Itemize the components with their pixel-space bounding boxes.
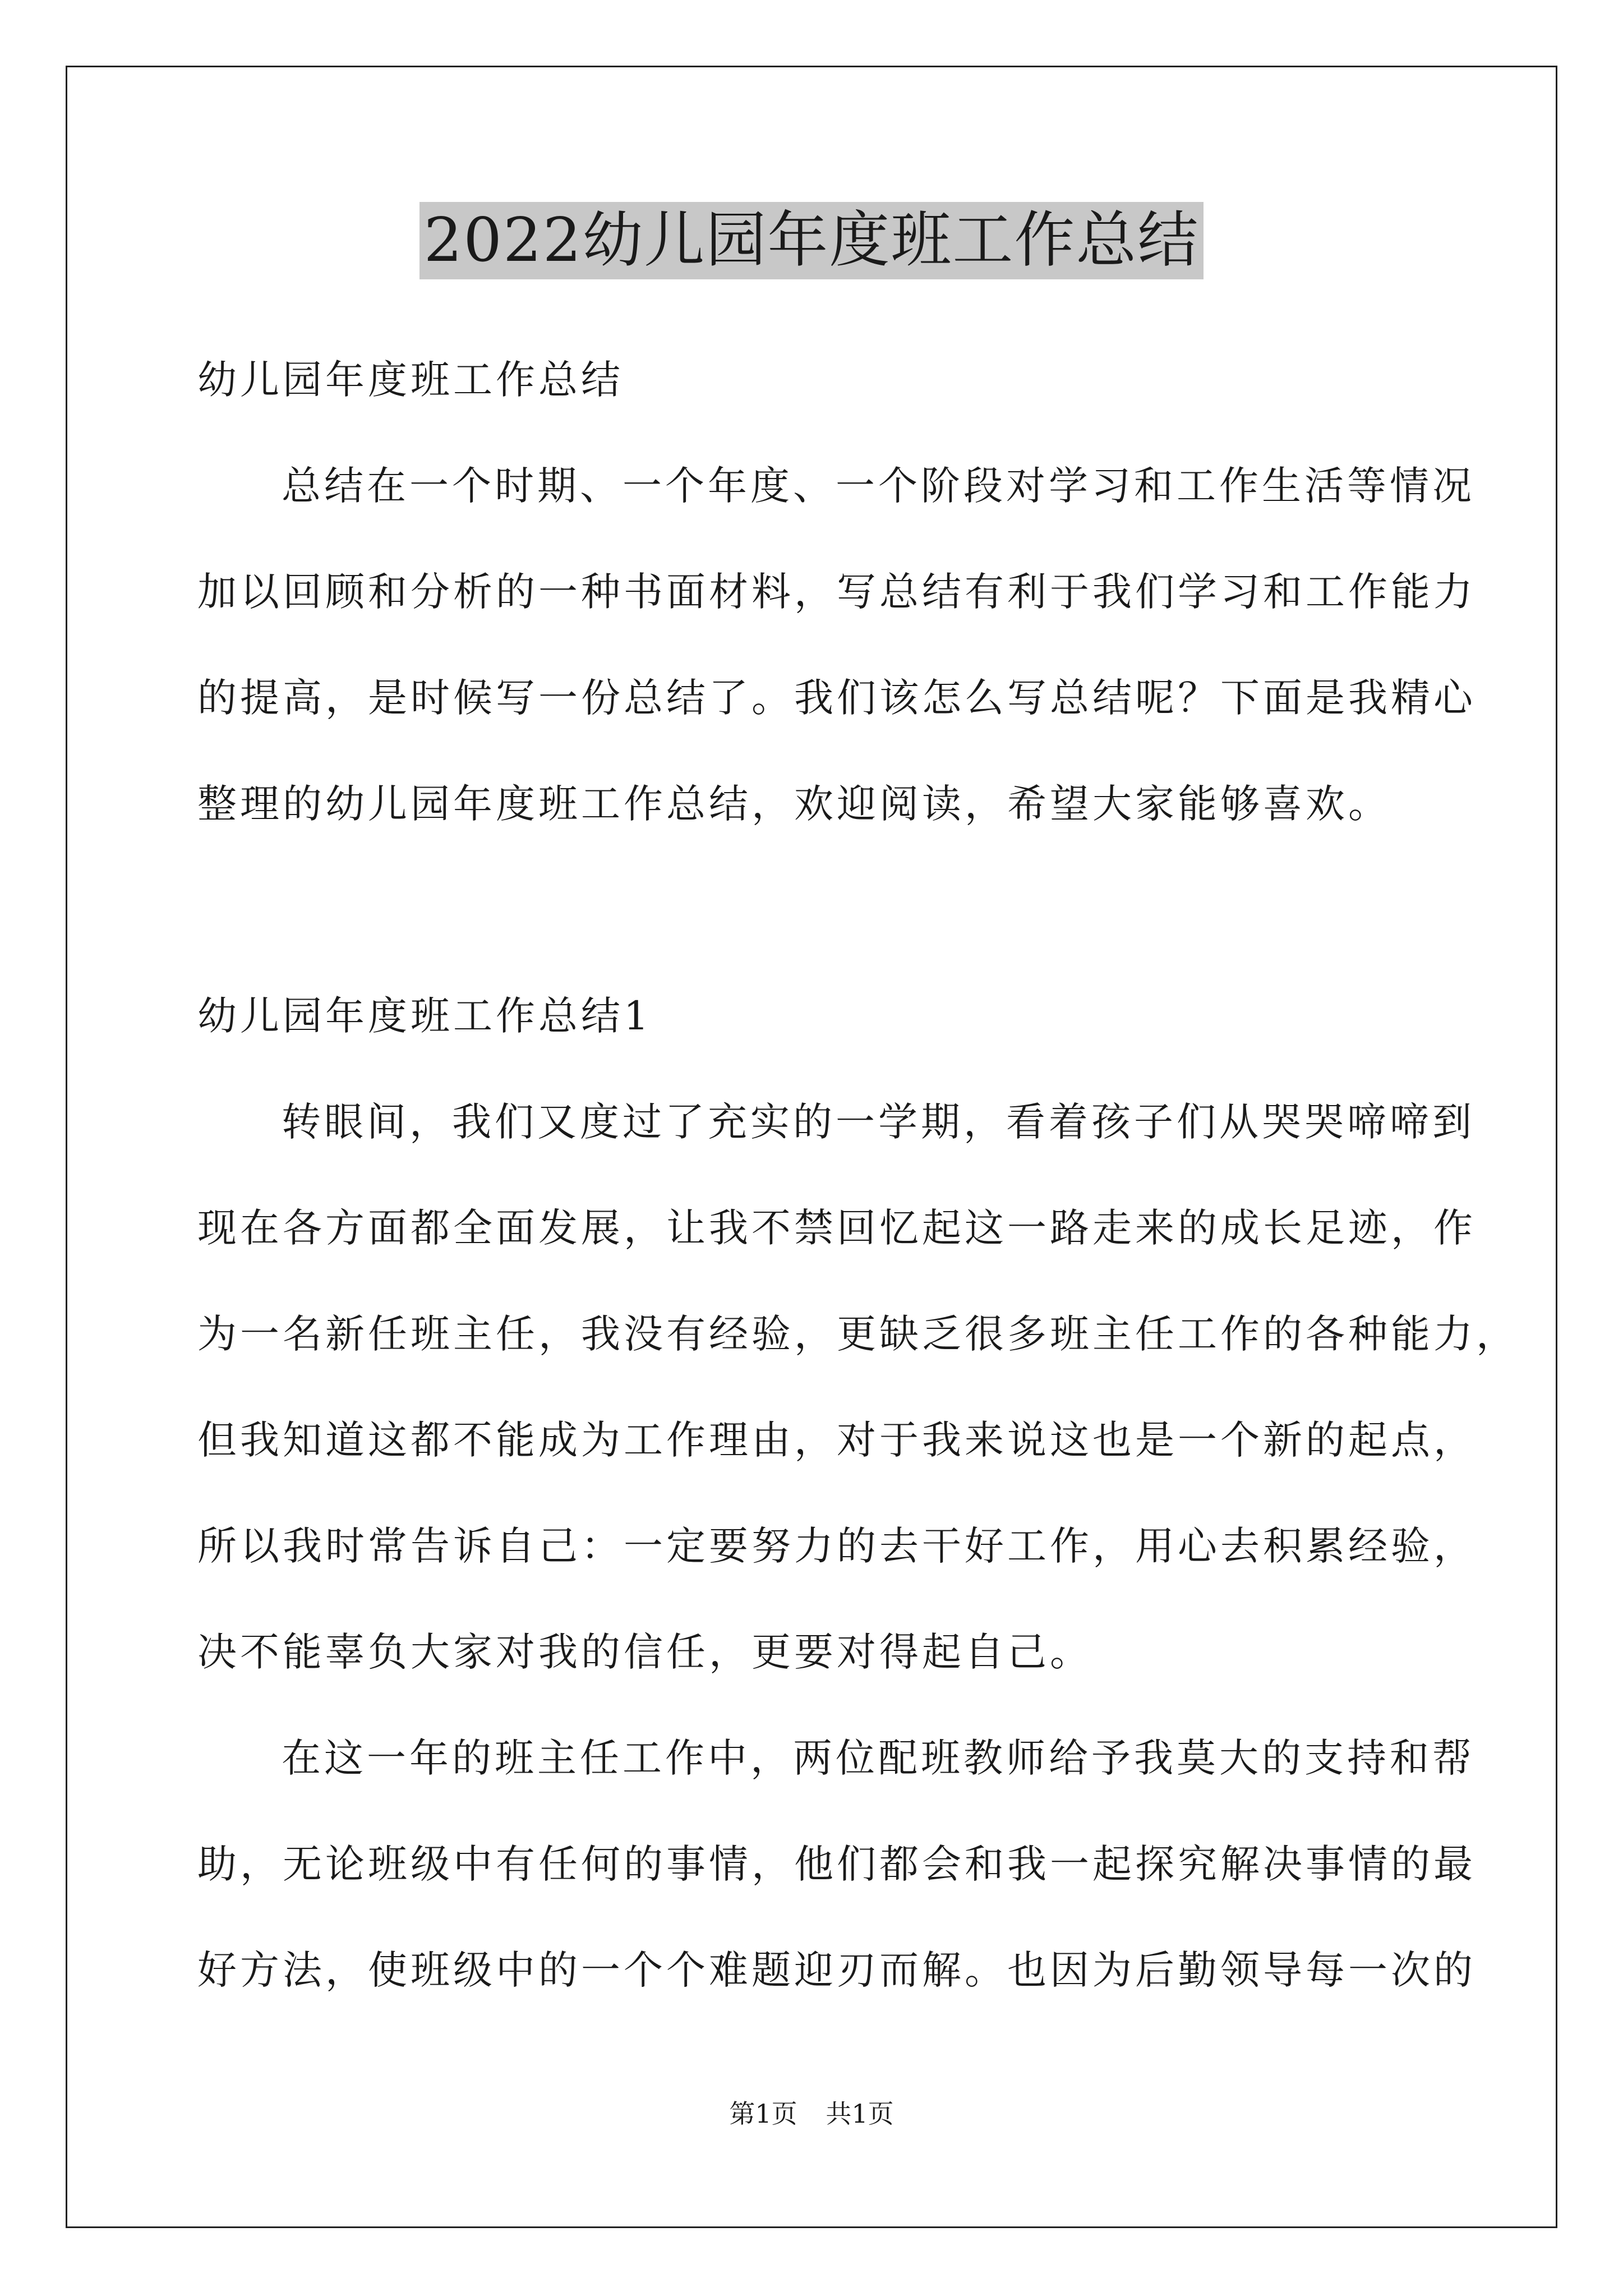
section-heading: 幼儿园年度班工作总结1 (197, 993, 652, 1039)
paragraph-line: 为一名新任班主任，我没有经验，更缺乏很多班主任工作的各种能力， (197, 1311, 1519, 1357)
paragraph-line: 好方法，使班级中的一个个难题迎刃而解。也因为后勤领导每一次的 (197, 1947, 1476, 1993)
page-number-total: 共1页 (826, 2099, 894, 2129)
document-body (197, 355, 1519, 2051)
page-footer (0, 2097, 1623, 2131)
paragraph-line: 转眼间，我们又度过了充实的一学期，看着孩子们从哭哭啼啼到 (282, 1099, 1475, 1145)
page-number-current: 第1页 (729, 2099, 797, 2129)
document-title: 2022幼儿园年度班工作总结 (419, 202, 1204, 279)
paragraph-line: 所以我时常告诉自己：一定要努力的去干好工作，用心去积累经验， (197, 1523, 1476, 1569)
intro-line: 总结在一个时期、一个年度、一个阶段对学习和工作生活等情况 (282, 463, 1475, 509)
intro-line: 加以回顾和分析的一种书面材料，写总结有利于我们学习和工作能力 (197, 569, 1476, 615)
document-subtitle: 幼儿园年度班工作总结 (197, 357, 624, 403)
blank-line (197, 885, 1459, 991)
paragraph-line: 决不能辜负大家对我的信任，更要对得起自己。 (197, 1629, 1092, 1675)
intro-line: 整理的幼儿园年度班工作总结，欢迎阅读，希望大家能够喜欢。 (197, 781, 1391, 827)
paragraph-line: 现在各方面都全面发展，让我不禁回忆起这一路走来的成长足迹，作 (197, 1205, 1476, 1251)
intro-line: 的提高，是时候写一份总结了。我们该怎么写总结呢？下面是我精心 (197, 675, 1476, 721)
paragraph-line: 但我知道这都不能成为工作理由，对于我来说这也是一个新的起点， (197, 1417, 1476, 1463)
paragraph-line: 助，无论班级中有任何的事情，他们都会和我一起探究解决事情的最 (197, 1841, 1476, 1887)
paragraph-line: 在这一年的班主任工作中，两位配班教师给予我莫大的支持和帮 (282, 1735, 1475, 1781)
title-container (0, 202, 1623, 279)
